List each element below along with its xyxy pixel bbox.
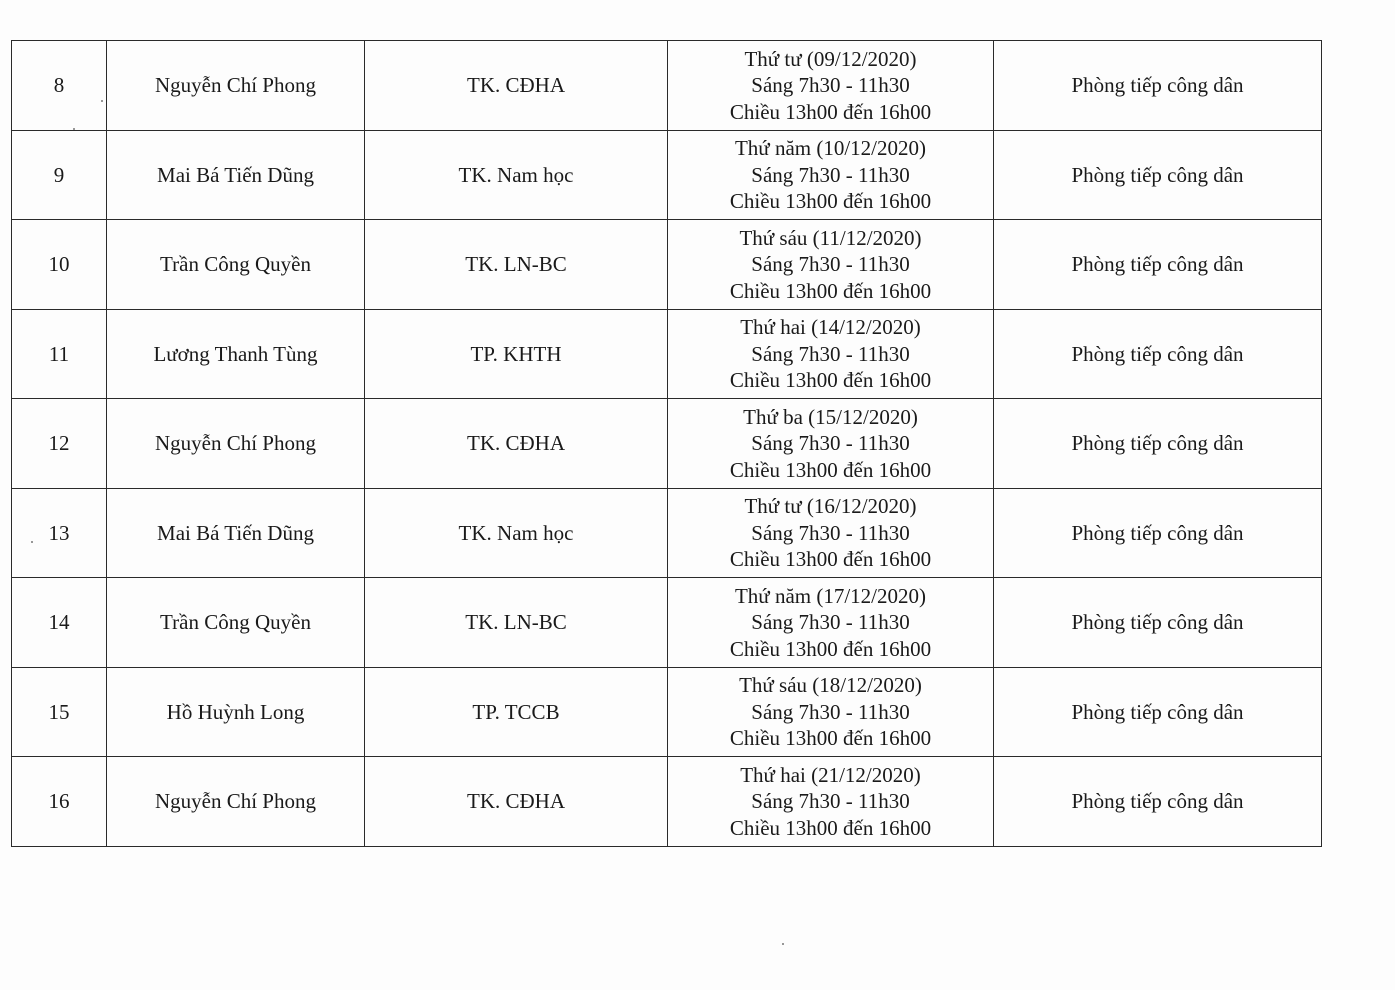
schedule-day: Thứ hai (14/12/2020) (740, 315, 921, 339)
schedule-day: Thứ sáu (11/12/2020) (739, 225, 922, 250)
schedule-time (668, 757, 994, 847)
scan-speck (782, 943, 784, 945)
schedule-morning: Sáng 7h30 - 11h30 (751, 73, 910, 97)
schedule-morning: Sáng 7h30 - 11h30 (751, 699, 910, 724)
schedule-afternoon: Chiều 13h00 đến 16h00 (729, 636, 932, 661)
schedule-day: Thứ năm (10/12/2020) (734, 136, 927, 160)
department: TK. CĐHA (365, 399, 668, 489)
row-number: 10 (12, 220, 107, 310)
table-row (12, 757, 1322, 847)
scan-speck (31, 541, 33, 543)
schedule-morning: Sáng 7h30 - 11h30 (751, 162, 910, 187)
schedule-time (668, 399, 994, 489)
row-number: 11 (12, 309, 107, 399)
department: TK. CĐHA (365, 757, 668, 847)
row-number: 14 (12, 578, 107, 668)
schedule-morning: Sáng 7h30 - 11h30 (751, 341, 910, 366)
person-name: Nguyễn Chí Phong (107, 757, 365, 847)
schedule-morning: Sáng 7h30 - 11h30 (751, 610, 910, 634)
schedule-time (668, 667, 994, 757)
schedule-day: Thứ tư (09/12/2020) (744, 46, 917, 71)
schedule-day: Thứ năm (17/12/2020) (734, 583, 927, 608)
row-number: 16 (12, 757, 107, 847)
schedule-time (668, 41, 994, 131)
location: Phòng tiếp công dân (994, 41, 1322, 131)
schedule-day: Thứ tư (16/12/2020) (744, 494, 917, 518)
schedule-morning: Sáng 7h30 - 11h30 (751, 789, 910, 813)
location: Phòng tiếp công dân (994, 488, 1322, 578)
schedule-time (668, 130, 994, 220)
schedule-time (668, 309, 994, 399)
schedule-morning: Sáng 7h30 - 11h30 (751, 431, 910, 455)
person-name: Nguyễn Chí Phong (107, 399, 365, 489)
schedule-table (11, 40, 1322, 847)
location: Phòng tiếp công dân (994, 399, 1322, 489)
location: Phòng tiếp công dân (994, 309, 1322, 399)
location: Phòng tiếp công dân (994, 757, 1322, 847)
schedule-time (668, 488, 994, 578)
table-row (12, 578, 1322, 668)
person-name: Mai Bá Tiến Dũng (107, 130, 365, 220)
schedule-morning: Sáng 7h30 - 11h30 (751, 252, 910, 276)
person-name: Mai Bá Tiến Dũng (107, 488, 365, 578)
row-number: 13 (12, 488, 107, 578)
person-name: Hồ Huỳnh Long (107, 667, 365, 757)
scan-speck (73, 128, 75, 130)
schedule-afternoon: Chiều 13h00 đến 16h00 (729, 726, 932, 750)
department: TP. KHTH (365, 309, 668, 399)
schedule-day: Thứ sáu (18/12/2020) (739, 673, 922, 697)
schedule-morning: Sáng 7h30 - 11h30 (751, 520, 910, 545)
schedule-table-body (12, 41, 1322, 847)
schedule-afternoon: Chiều 13h00 đến 16h00 (729, 368, 932, 392)
row-number: 8 (12, 41, 107, 131)
person-name: Trần Công Quyền (107, 578, 365, 668)
row-number: 15 (12, 667, 107, 757)
person-name: Trần Công Quyền (107, 220, 365, 310)
table-row (12, 220, 1322, 310)
scan-speck (101, 100, 103, 102)
person-name: Nguyễn Chí Phong (107, 41, 365, 131)
table-row (12, 667, 1322, 757)
table-row (12, 41, 1322, 131)
location: Phòng tiếp công dân (994, 220, 1322, 310)
location: Phòng tiếp công dân (994, 578, 1322, 668)
row-number: 12 (12, 399, 107, 489)
schedule-afternoon: Chiều 13h00 đến 16h00 (729, 278, 932, 303)
table-row (12, 309, 1322, 399)
schedule-day: Thứ ba (15/12/2020) (743, 404, 918, 429)
schedule-afternoon: Chiều 13h00 đến 16h00 (729, 547, 932, 571)
department: TK. LN-BC (365, 578, 668, 668)
department: TK. Nam học (365, 488, 668, 578)
department: TK. LN-BC (365, 220, 668, 310)
schedule-time (668, 578, 994, 668)
schedule-afternoon: Chiều 13h00 đến 16h00 (729, 189, 932, 213)
table-row (12, 488, 1322, 578)
row-number: 9 (12, 130, 107, 220)
schedule-time (668, 220, 994, 310)
table-row (12, 399, 1322, 489)
location: Phòng tiếp công dân (994, 667, 1322, 757)
schedule-afternoon: Chiều 13h00 đến 16h00 (729, 815, 932, 840)
location: Phòng tiếp công dân (994, 130, 1322, 220)
department: TK. CĐHA (365, 41, 668, 131)
table-row (12, 130, 1322, 220)
schedule-day: Thứ hai (21/12/2020) (740, 762, 921, 787)
person-name: Lương Thanh Tùng (107, 309, 365, 399)
department: TK. Nam học (365, 130, 668, 220)
department: TP. TCCB (365, 667, 668, 757)
schedule-afternoon: Chiều 13h00 đến 16h00 (729, 457, 932, 482)
schedule-afternoon: Chiều 13h00 đến 16h00 (729, 99, 932, 124)
